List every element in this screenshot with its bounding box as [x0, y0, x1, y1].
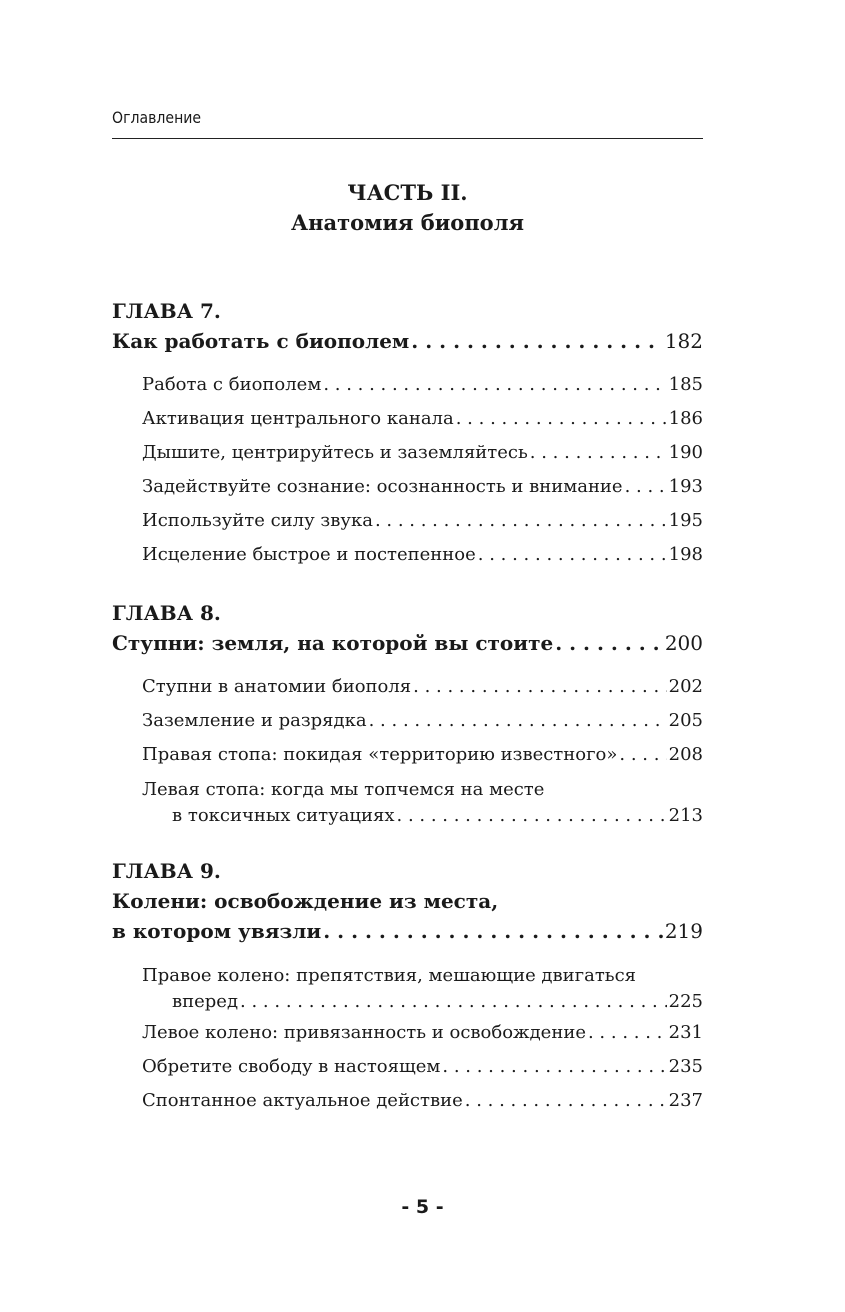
page-number: 208 — [668, 744, 703, 765]
section-title: Левое колено: привязанность и освобождение — [142, 1022, 586, 1043]
dot-leader — [478, 538, 667, 572]
page-number: 186 — [668, 408, 703, 429]
section-title-line2: в токсичных ситуациях — [172, 805, 395, 826]
chapter-label: ГЛАВА 9. — [112, 859, 221, 883]
dot-leader — [619, 738, 666, 772]
chapter-title: Как работать с биополем — [112, 329, 410, 353]
part-number: ЧАСТЬ II. — [347, 180, 468, 205]
page-number: 231 — [668, 1022, 703, 1043]
dot-leader — [530, 436, 667, 470]
page-number: 195 — [668, 510, 703, 531]
toc-section-entry[interactable] — [142, 368, 703, 402]
dot-leader — [465, 1084, 667, 1118]
page-number: 219 — [664, 919, 703, 943]
page-number: 193 — [668, 476, 703, 497]
section-title-line1: Левая стопа: когда мы топчемся на месте — [142, 779, 545, 800]
chapter-label: ГЛАВА 7. — [112, 299, 221, 323]
toc-section-entry[interactable] — [142, 704, 703, 738]
chapter-title-line2: в котором увязли — [112, 919, 322, 943]
toc-section-entry[interactable] — [142, 670, 703, 704]
dot-leader — [397, 802, 667, 830]
dot-leader — [588, 1016, 667, 1050]
dot-leader — [442, 1050, 666, 1084]
header-rule — [112, 138, 703, 139]
toc-section-entry[interactable] — [142, 436, 703, 470]
chapter-title-continuation — [112, 916, 703, 946]
toc-section-entry[interactable] — [142, 1016, 703, 1050]
toc-section-entry[interactable] — [142, 738, 703, 772]
part-title: Анатомия биополя — [290, 210, 525, 235]
section-title: Заземление и разрядка — [142, 710, 367, 731]
toc-section-entry[interactable] — [142, 538, 703, 572]
dot-leader — [323, 368, 666, 402]
section-title-line1: Правое колено: препятствия, мешающие двигаться — [142, 965, 637, 986]
toc-section-entry[interactable] — [142, 1050, 703, 1084]
chapter-title-line1: Колени: освобождение из места, — [112, 889, 499, 913]
chapter-label: ГЛАВА 8. — [112, 601, 221, 625]
page-number: 198 — [668, 544, 703, 565]
section-title: Исцеление быстрое и постепенное — [142, 544, 476, 565]
dot-leader — [411, 326, 663, 356]
dot-leader — [456, 402, 667, 436]
toc-chapter-entry[interactable] — [112, 326, 703, 356]
section-title: Задействуйте сознание: осознанность и внимание — [142, 476, 623, 497]
dot-leader — [625, 470, 667, 504]
dot-leader — [240, 988, 667, 1016]
dot-leader — [413, 670, 666, 704]
page-number: 190 — [668, 442, 703, 463]
section-title: Спонтанное актуальное действие — [142, 1090, 463, 1111]
section-title: Правая стопа: покидая «территорию известного» — [142, 744, 618, 765]
section-title-continuation — [172, 988, 703, 1016]
section-title: Активация центрального канала — [142, 408, 454, 429]
toc-section-entry[interactable] — [142, 504, 703, 538]
toc-section-entry[interactable] — [142, 402, 703, 436]
section-title: Работа с биополем — [142, 374, 322, 395]
section-title: Обретите свободу в настоящем — [142, 1056, 441, 1077]
toc-section-entry-multiline[interactable] — [112, 778, 703, 830]
toc-section-entry[interactable] — [142, 470, 703, 504]
page-footer-number: - 5 - — [401, 1196, 444, 1218]
dot-leader — [369, 704, 667, 738]
page-number: 200 — [664, 631, 703, 655]
section-title-line2: вперед — [172, 991, 239, 1012]
page-number: 225 — [668, 991, 703, 1012]
running-header: Оглавление — [112, 108, 202, 127]
page-number: 237 — [668, 1090, 703, 1111]
part-heading — [112, 178, 703, 238]
page-number: 205 — [668, 710, 703, 731]
section-title: Используйте силу звука — [142, 510, 373, 531]
page-number: 185 — [668, 374, 703, 395]
page-number: 235 — [668, 1056, 703, 1077]
toc-chapter-entry-multiline[interactable] — [112, 886, 703, 946]
page-number: 213 — [668, 805, 703, 826]
dot-leader — [555, 628, 663, 658]
toc-section-entry-multiline[interactable] — [112, 964, 703, 1016]
page-number: 182 — [664, 329, 703, 353]
page-number: 202 — [668, 676, 703, 697]
dot-leader — [323, 916, 663, 946]
chapter-title: Ступни: земля, на которой вы стоите — [112, 631, 554, 655]
section-title: Дышите, центрируйтесь и заземляйтесь — [142, 442, 528, 463]
section-title: Ступни в анатомии биополя — [142, 676, 412, 697]
toc-list — [112, 296, 703, 1118]
toc-chapter-entry[interactable] — [112, 628, 703, 658]
dot-leader — [375, 504, 667, 538]
toc-section-entry[interactable] — [142, 1084, 703, 1118]
section-title-continuation — [172, 802, 703, 830]
